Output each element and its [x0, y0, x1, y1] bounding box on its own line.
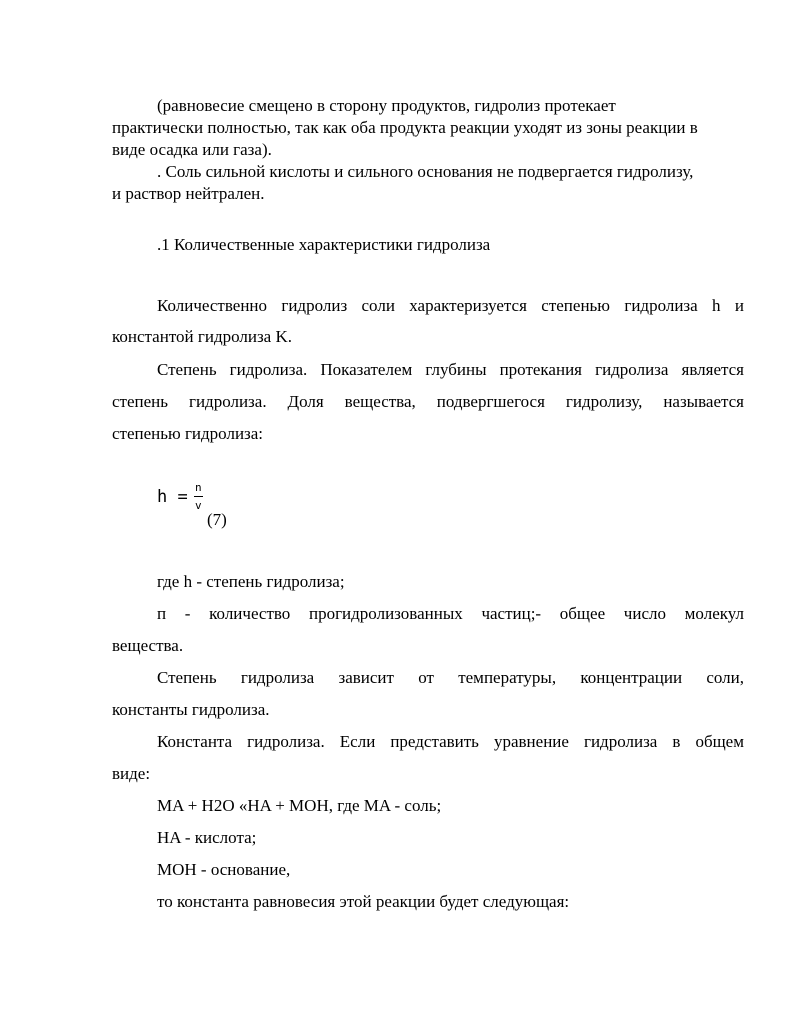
- paragraph-12: то константа равновесия этой реакции будет следующая:: [157, 892, 570, 911]
- paragraph-4-line-3: степенью гидролиза:: [112, 424, 264, 443]
- paragraph-1-line-2: практически полностью, так как оба продукта реакции уходят из зоны реакции в: [112, 118, 698, 137]
- hydrolysis-degree-formula: [157, 483, 277, 533]
- paragraph-2-line-1: . Соль сильной кислоты и сильного основания не подвергается гидролизу,: [157, 162, 694, 181]
- formula-numerator: n: [195, 481, 202, 494]
- paragraph-3-line-2: константой гидролиза K.: [112, 327, 292, 346]
- paragraph-2-line-2: и раствор нейтрален.: [112, 184, 265, 203]
- paragraph-4-line-1: Степень гидролиза. Показателем глубины протекания гидролиза является: [157, 360, 744, 379]
- paragraph-6-line-2: вещества.: [112, 636, 184, 655]
- paragraph-3-line-1: Количественно гидролиз соли характеризуется степенью гидролиза h и: [157, 296, 744, 315]
- paragraph-8-line-2: виде:: [112, 764, 151, 783]
- paragraph-10: HA - кислота;: [157, 828, 257, 847]
- paragraph-7-line-1: Степень гидролиза зависит от температуры, концентрации соли,: [157, 668, 744, 687]
- formula-denominator: v: [195, 499, 202, 512]
- paragraph-4-line-2: степень гидролиза. Доля вещества, подвергшегося гидролизу, называется: [112, 392, 744, 411]
- paragraph-5: где h - степень гидролиза;: [157, 572, 345, 591]
- formula-lhs: h =: [157, 487, 188, 507]
- section-heading: .1 Количественные характеристики гидролиза: [157, 235, 491, 254]
- paragraph-11: MOH - основание,: [157, 860, 291, 879]
- paragraph-8-line-1: Константа гидролиза. Если представить уравнение гидролиза в общем: [157, 732, 744, 751]
- paragraph-6-line-1: п - количество прогидролизованных частиц;- общее число молекул: [157, 604, 744, 623]
- paragraph-7-line-2: константы гидролиза.: [112, 700, 270, 719]
- paragraph-1-line-3: виде осадка или газа).: [112, 140, 272, 159]
- paragraph-1-line-1: (равновесие смещено в сторону продуктов, гидролиз протекает: [157, 96, 616, 115]
- paragraph-9: MA + H2O «HA + MOH, где MA - соль;: [157, 796, 442, 815]
- equation-number: (7): [207, 510, 227, 529]
- fraction-bar: [194, 496, 203, 497]
